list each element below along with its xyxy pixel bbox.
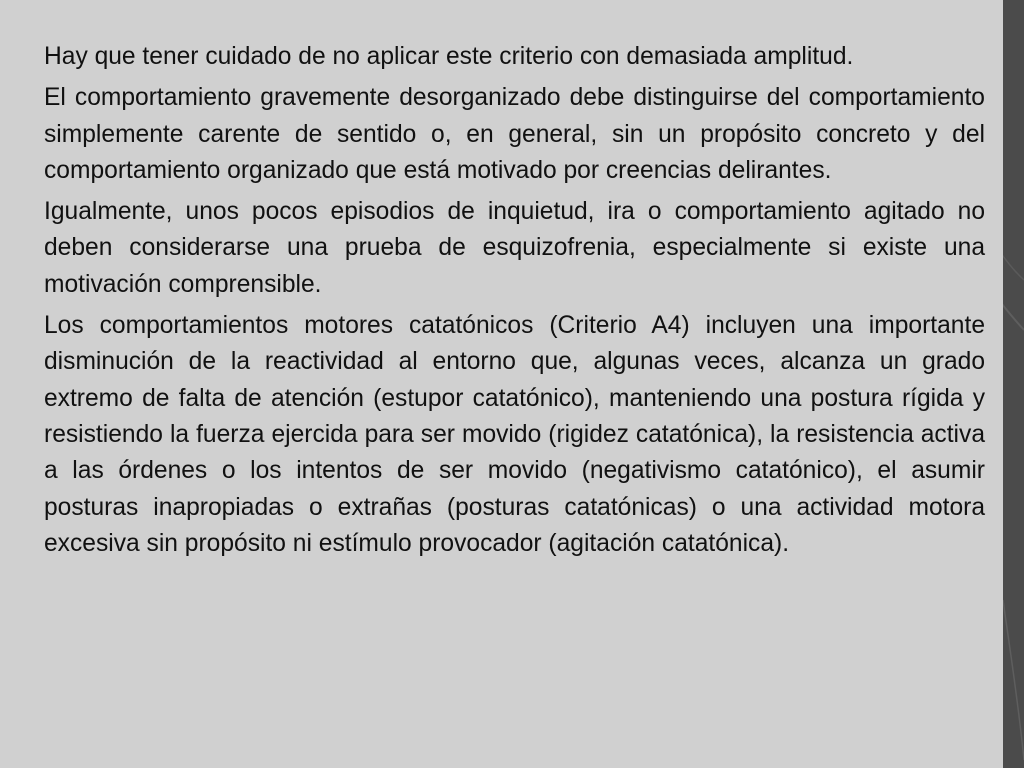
slide-body (44, 39, 985, 567)
paragraph-2: El comportamiento gravemente desorganizado debe distinguirse del comportamiento simplemente carente de sentido o, en general, sin un propósito concreto y del comportamiento organizado que está motivado por creencias delirantes. (44, 84, 985, 184)
paragraph-4: Los comportamientos motores catatónicos (Criterio A4) incluyen una importante disminución de la reactividad al entorno que, algunas veces, alcanza un grado extremo de falta de atención (estupor catatónico), manteniendo una postura rígida y resistiendo la fuerza ejercida para ser movido (rigidez catatónica), la resistencia activa a las órdenes o los intentos de ser movido (negativismo catatónico), el asumir posturas inapropiadas o extrañas (posturas catatónicas) o una actividad motora excesiva sin propósito ni estímulo provocador (agitación catatónica). (44, 312, 985, 557)
paragraph-1: Hay que tener cuidado de no aplicar este criterio con demasiada amplitud. (44, 43, 854, 70)
paragraph-3: Igualmente, unos pocos episodios de inquietud, ira o comportamiento agitado no deben considerarse una prueba de esquizofrenia, especialmente si existe una motivación comprensible. (44, 198, 985, 298)
